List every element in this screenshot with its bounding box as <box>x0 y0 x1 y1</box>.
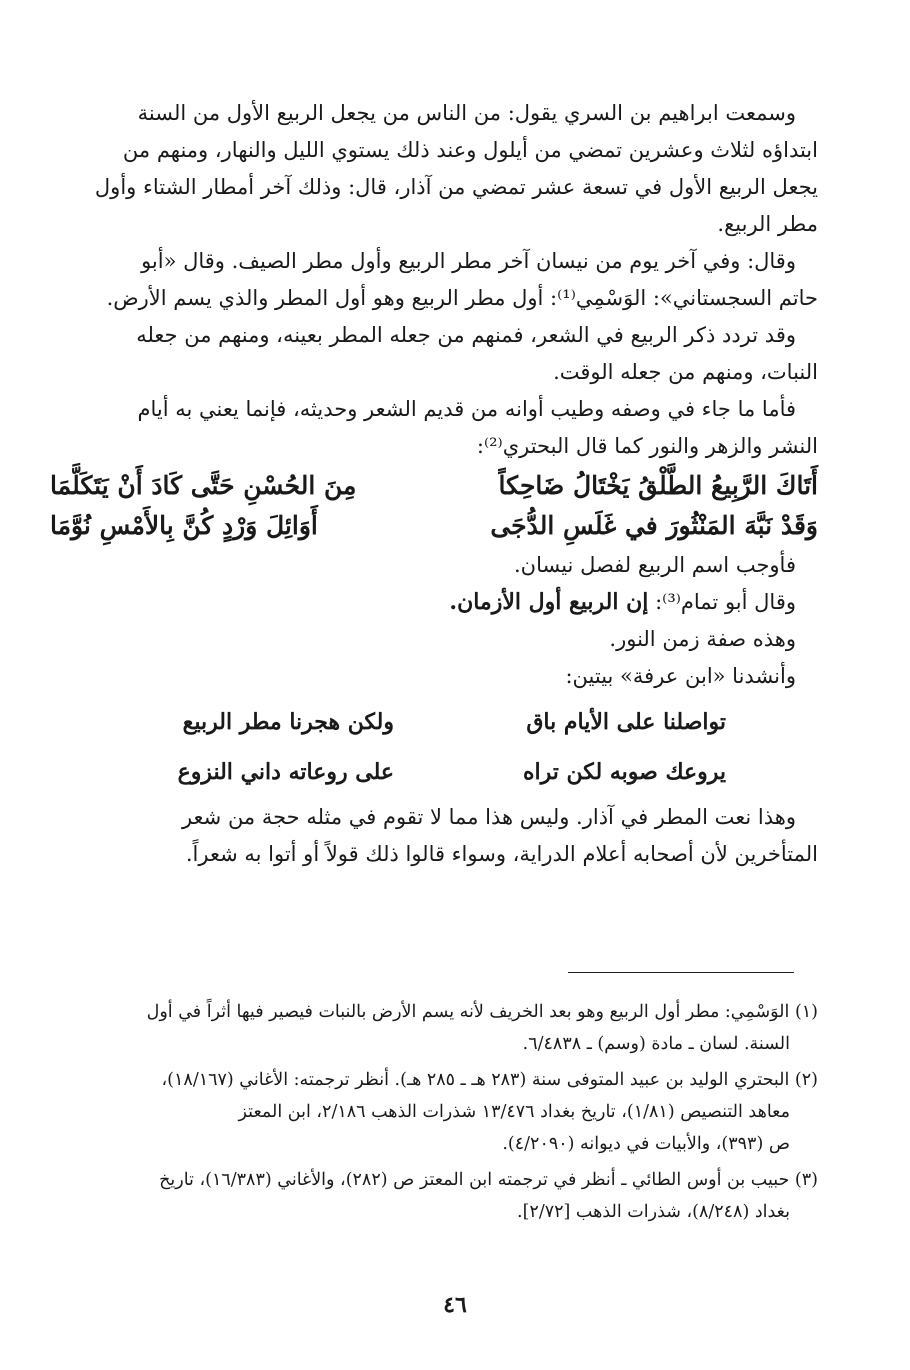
text-line: حاتم السجستاني»: الوَسْمِي⁽¹⁾: أول مطر الربيع وهو أول المطر والذي يسم الأرض. <box>106 286 818 310</box>
verse-hemistich: تواصلنا على الأيام باق <box>526 709 726 735</box>
poem-buhturi <box>50 467 818 545</box>
text-line: وقد تردد ذكر الربيع في الشعر، فمنهم من جعله المطر بعينه، ومنهم من جعله <box>136 323 796 347</box>
paragraph-4 <box>50 391 818 465</box>
poem-ibn-arafa <box>50 699 818 795</box>
footnote-3 <box>50 1164 818 1228</box>
verse-line <box>50 749 818 795</box>
text-line <box>50 584 818 621</box>
text-line: وهذا نعت المطر في آذار. وليس هذا مما لا تقوم في مثله حجة من شعر <box>181 805 796 829</box>
quote-bold: إن الربيع أول الأزمان. <box>449 589 649 615</box>
paragraph-3 <box>50 317 818 391</box>
paragraph-2 <box>50 243 818 317</box>
verse-hemistich: ولكن هجرنا مطر الربيع <box>182 709 394 735</box>
text-line: فأوجب اسم الربيع لفصل نيسان. <box>513 553 796 577</box>
text-line: فأما ما جاء في وصفه وطيب أوانه من قديم الشعر وحديثه، فإنما يعني به أيام <box>137 397 796 421</box>
paragraph-1 <box>50 95 818 243</box>
page-number: ٤٦ <box>443 1292 467 1318</box>
text-line: وهذه صفة زمن النور. <box>609 627 796 651</box>
footnote-line: (٣) حبيب بن أوس الطائي ـ أنظر في ترجمته ابن المعتز ص (٢٨٢)، والأغاني (١٦/٣٨٣)، تاريخ <box>159 1170 818 1190</box>
footnote-1 <box>50 996 818 1060</box>
footnote-line: السنة. لسان ـ مادة (وسم) ـ ٦/٤٨٣٨. <box>522 1034 790 1054</box>
text-fragment: وقال أبو تمام⁽³⁾: <box>648 590 796 614</box>
verse-hemistich: أَتَاكَ الرَّبِيعُ الطَّلْقُ يَخْتَالُ ضَاحِكاً <box>498 471 818 500</box>
text-line: يجعل الربيع الأول في تسعة عشر تمضي من آذار، قال: وذلك آخر أمطار الشتاء وأول <box>94 175 818 199</box>
text-line: وقال: وفي آخر يوم من نيسان آخر مطر الربيع وأول مطر الصيف. وقال «أبو <box>141 249 796 273</box>
footnote-2 <box>50 1064 818 1160</box>
text-line: المتأخرين لأن أصحابه أعلام الدراية، وسواء قالوا ذلك قولاً أو أتوا به شعراً. <box>185 842 818 866</box>
text-line: ابتداؤه لثلاث وعشرين تمضي من أيلول وعند ذلك يستوي الليل والنهار، ومنهم من <box>122 138 818 162</box>
footnote-line: بغداد (٨/٢٤٨)، شذرات الذهب [٢/٧٢]. <box>517 1202 790 1222</box>
verse-hemistich: مِنَ الحُسْنِ حَتَّى كَادَ أَنْ يَتَكَلَّمَا <box>50 471 357 500</box>
paragraph-mid <box>50 547 818 695</box>
text-line: النشر والزهر والنور كما قال البحتري⁽²⁾: <box>476 434 818 458</box>
footnote-line: معاهد التنصيص (١/٨١)، تاريخ بغداد ١٣/٤٧٦ شذرات الذهب ٢/١٨٦، ابن المعتز <box>238 1102 790 1122</box>
footnote-line: (٢) البحتري الوليد بن عبيد المتوفى سنة (٢٨٣ هـ ـ ٢٨٥ هـ). أنظر ترجمته: الأغاني (١٨/١٦٧)، <box>161 1070 818 1090</box>
verse-hemistich: أَوَائِلَ وَرْدٍ كُنَّ بِالأَمْسِ نُوَّمَا <box>50 511 318 540</box>
footnote-line: (١) الوَسْمِي: مطر أول الربيع وهو بعد الخريف لأنه يسم الأرض بالنبات فيصير فيها أثراً في أول <box>146 1002 818 1022</box>
verse-line <box>50 467 818 505</box>
text-line: وسمعت ابراهيم بن السري يقول: من الناس من يجعل الربيع الأول من السنة <box>137 101 796 125</box>
text-line: وأنشدنا «ابن عرفة» بيتين: <box>565 664 796 688</box>
verse-hemistich: يروعك صوبه لكن تراه <box>523 759 726 785</box>
main-text <box>50 95 818 873</box>
paragraph-5 <box>50 799 818 873</box>
footnotes <box>50 996 818 1232</box>
verse-hemistich: على روعاته داني النزوع <box>177 759 394 785</box>
footnote-line: ص (٣٩٣)، والأبيات في ديوانه (٤/٢٠٩٠). <box>502 1134 790 1154</box>
verse-line <box>50 699 818 745</box>
verse-hemistich: وَقَدْ نَبَّهَ المَنْثُورَ في غَلَسِ الدُّجَى <box>490 511 818 540</box>
footnote-divider <box>568 972 794 973</box>
text-line: النبات، ومنهم من جعله الوقت. <box>553 360 818 384</box>
text-line: مطر الربيع. <box>717 212 818 236</box>
verse-line <box>50 507 818 545</box>
